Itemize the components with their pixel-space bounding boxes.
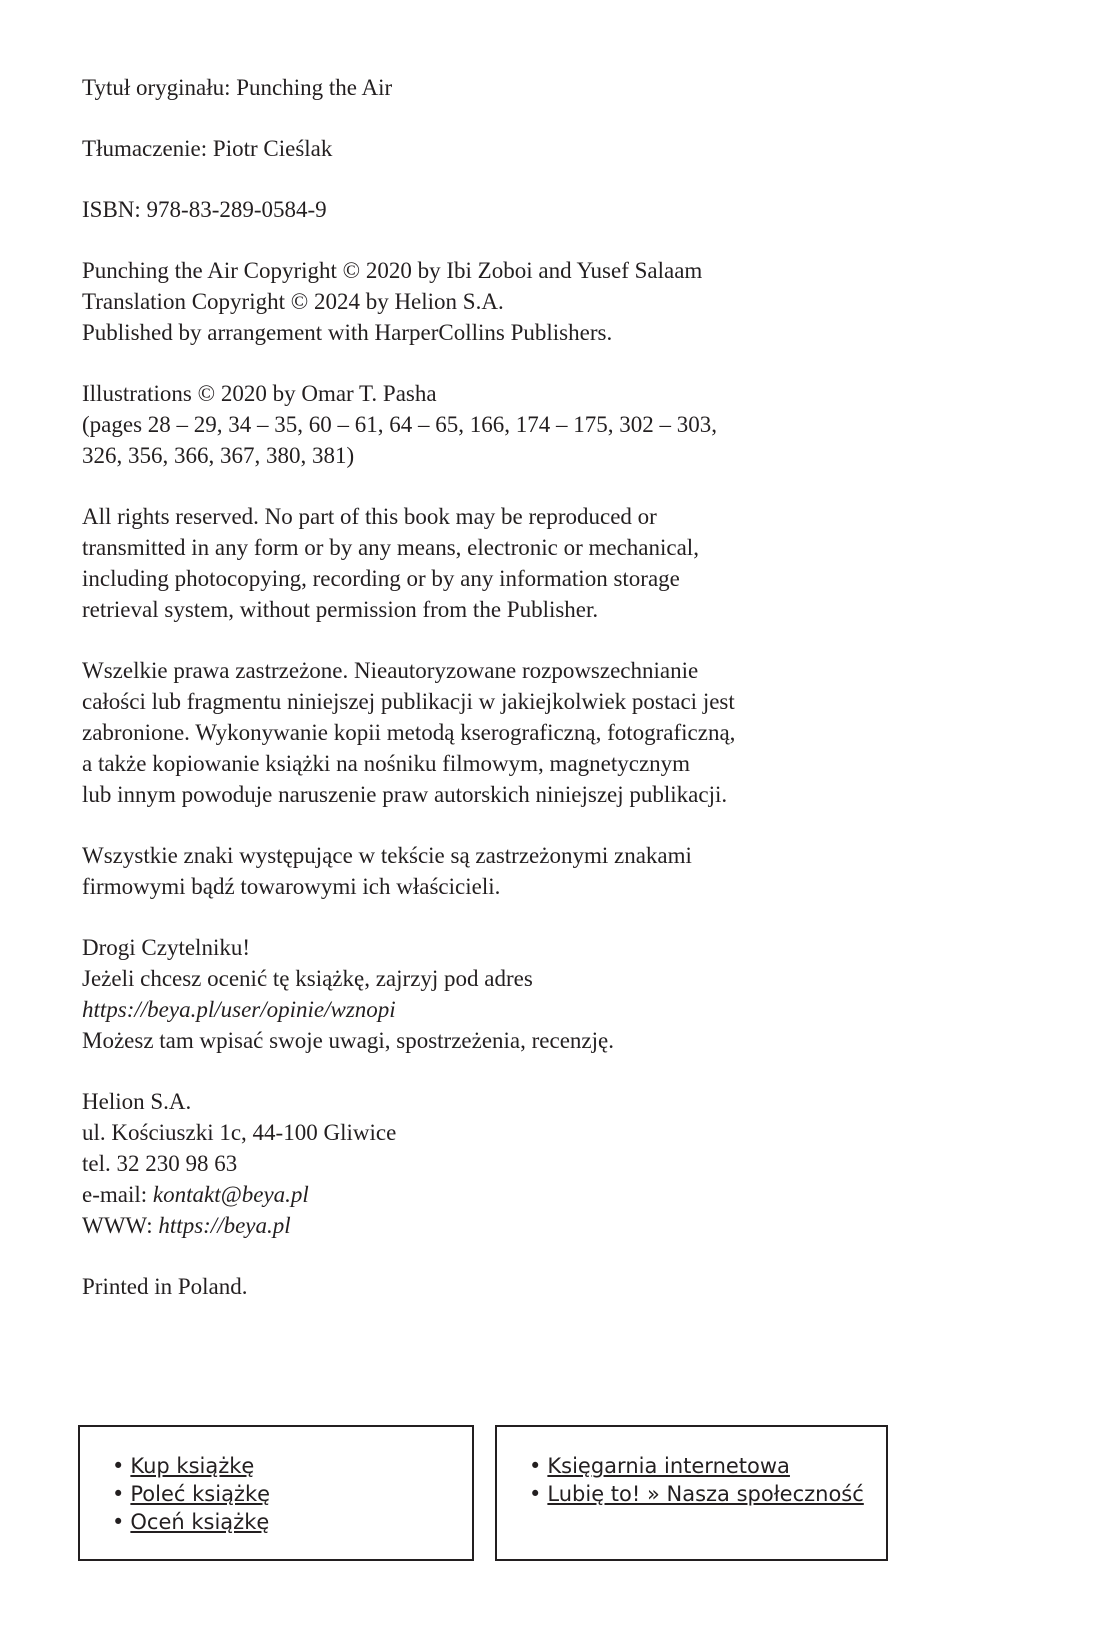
rights-pl-block [82, 655, 982, 810]
bullet: • [529, 1454, 542, 1478]
illustrations-line: Illustrations © 2020 by Omar T. Pasha [82, 381, 437, 406]
buy-book-label: Kup książkę [130, 1454, 255, 1478]
rights-en-line: including photocopying, recording or by any information storage [82, 566, 680, 591]
publisher-www-line [82, 1210, 982, 1241]
copyright-line: Published by arrangement with HarperCollins Publishers. [82, 320, 613, 345]
online-bookstore-label: Księgarnia internetowa [547, 1454, 790, 1478]
translator: Tłumaczenie: Piotr Cieślak [82, 136, 333, 161]
online-bookstore-link[interactable] [529, 1452, 886, 1480]
rights-pl-line: Wszelkie prawa zastrzeżone. Nieautoryzowane rozpowszechnianie [82, 658, 699, 683]
rights-en-block [82, 501, 982, 625]
copyright-line: Punching the Air Copyright © 2020 by Ibi Zoboi and Yusef Salaam [82, 258, 703, 283]
rights-en-line: retrieval system, without permission from the Publisher. [82, 597, 599, 622]
www-link[interactable]: https://beya.pl [158, 1213, 291, 1238]
copyright-block [82, 255, 982, 348]
reader-greeting: Drogi Czytelniku! [82, 935, 250, 960]
buy-book-link[interactable] [112, 1452, 472, 1480]
illustrations-block [82, 378, 982, 471]
copyright-page [82, 72, 982, 1332]
email-link[interactable]: kontakt@beya.pl [152, 1182, 309, 1207]
trademarks-line: Wszystkie znaki występujące w tekście są zastrzeżonymi znakami [82, 843, 692, 868]
illustrations-line: (pages 28 – 29, 34 – 35, 60 – 61, 64 – 65, 166, 174 – 175, 302 – 303, [82, 412, 718, 437]
rate-book-link[interactable] [112, 1508, 472, 1536]
original-title: Tytuł oryginału: Punching the Air [82, 75, 393, 100]
rate-book-label: Oceń książkę [130, 1510, 270, 1534]
printed-block [82, 1271, 982, 1302]
publisher-email-line [82, 1179, 982, 1210]
rights-pl-line: a także kopiowanie książki na nośniku filmowym, magnetycznym [82, 751, 691, 776]
copyright-line: Translation Copyright © 2024 by Helion S.A. [82, 289, 504, 314]
reader-invite: Jeżeli chcesz ocenić tę książkę, zajrzyj pod adres [82, 966, 533, 991]
rights-en-line: transmitted in any form or by any means, electronic or mechanical, [82, 535, 699, 560]
isbn-block [82, 194, 982, 225]
rights-pl-line: lub innym powoduje naruszenie praw autorskich niniejszej publikacji. [82, 782, 728, 807]
bullet: • [112, 1454, 125, 1478]
rights-pl-line: całości lub fragmentu niniejszej publikacji w jakiejkolwiek postaci jest [82, 689, 735, 714]
www-label: WWW: [82, 1213, 159, 1238]
recommend-book-link[interactable] [112, 1480, 472, 1508]
rights-pl-line: zabronione. Wykonywanie kopii metodą kserograficzną, fotograficzną, [82, 720, 736, 745]
bullet: • [112, 1510, 125, 1534]
review-link[interactable]: https://beya.pl/user/opinie/wznopi [82, 997, 396, 1022]
trademarks-block [82, 840, 982, 902]
printed-in: Printed in Poland. [82, 1274, 248, 1299]
illustrations-line: 326, 356, 366, 367, 380, 381) [82, 443, 355, 468]
translation-block [82, 133, 982, 164]
community-link[interactable] [529, 1480, 886, 1508]
bullet: • [529, 1482, 542, 1506]
store-links-box [495, 1425, 888, 1561]
promo-boxes [78, 1425, 978, 1565]
isbn: ISBN: 978-83-289-0584-9 [82, 197, 327, 222]
email-label: e-mail: [82, 1182, 153, 1207]
publisher-name: Helion S.A. [82, 1089, 192, 1114]
original-title-block [82, 72, 982, 103]
recommend-book-label: Poleć książkę [130, 1482, 271, 1506]
book-actions-box [78, 1425, 474, 1561]
trademarks-line: firmowymi bądź towarowymi ich właścicieli. [82, 874, 501, 899]
publisher-address: ul. Kościuszki 1c, 44-100 Gliwice [82, 1120, 397, 1145]
reader-note: Możesz tam wpisać swoje uwagi, spostrzeżenia, recenzję. [82, 1028, 614, 1053]
publisher-block [82, 1086, 982, 1241]
reader-block [82, 932, 982, 1056]
bullet: • [112, 1482, 125, 1506]
rights-en-line: All rights reserved. No part of this book may be reproduced or [82, 504, 657, 529]
community-label: Lubię to! » Nasza społeczność [547, 1482, 864, 1506]
publisher-phone: tel. 32 230 98 63 [82, 1151, 238, 1176]
